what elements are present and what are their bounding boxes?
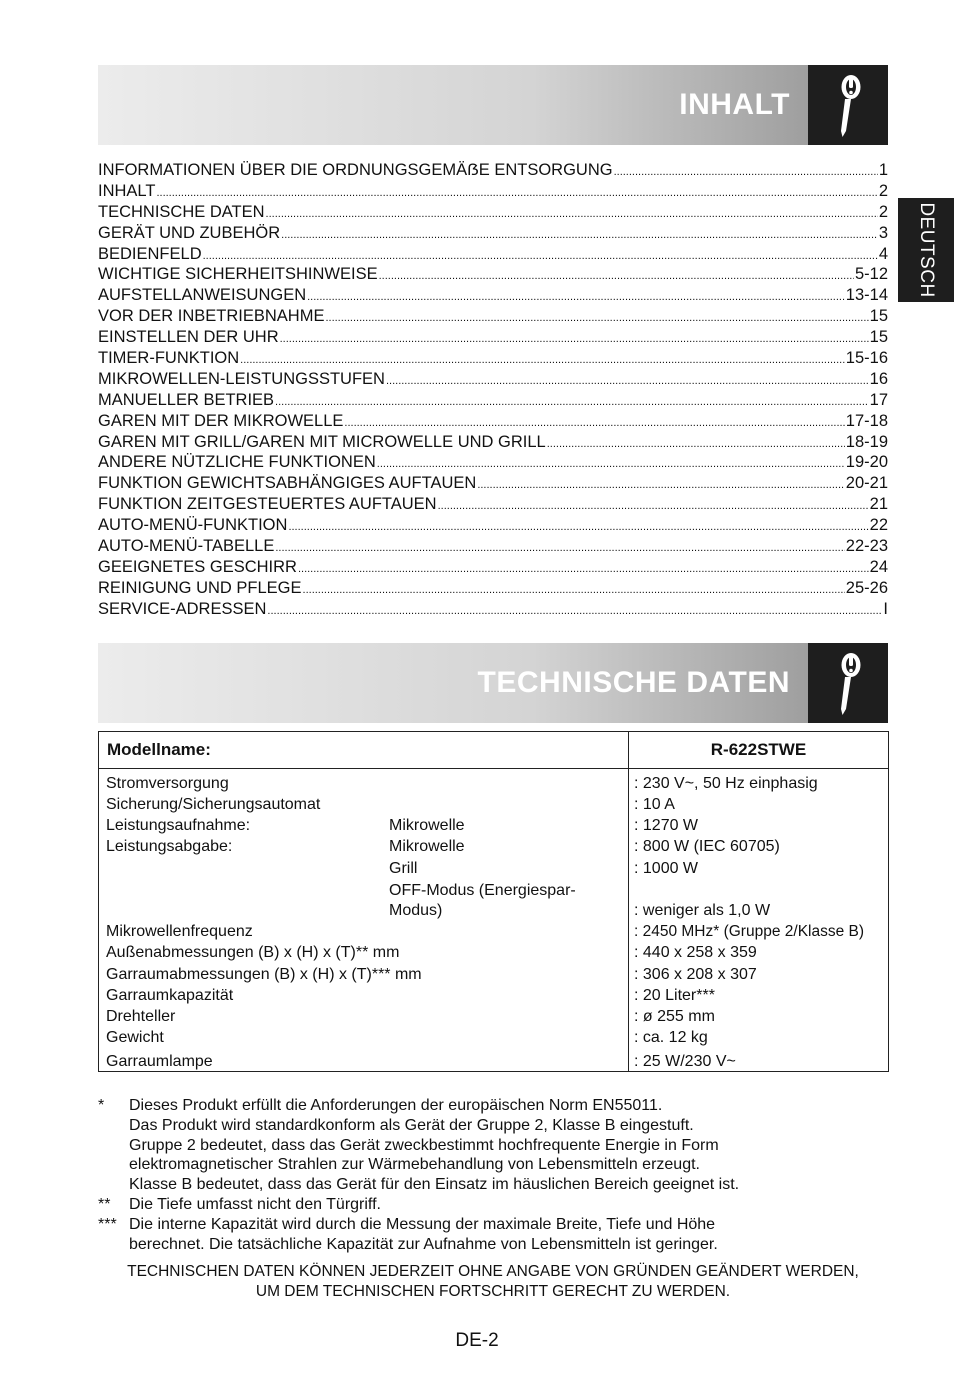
toc-entry[interactable]: GERÄT UND ZUBEHÖR ..... 3 xyxy=(98,223,888,244)
toc-entry[interactable]: BEDIENFELD ..... 4 xyxy=(98,244,888,265)
exclamation-pen-icon xyxy=(808,643,888,723)
footnote-line: Dieses Produkt erfüllt die Anforderungen der europäischen Norm EN55011. xyxy=(129,1097,663,1114)
footnote-line: elektromagnetischer Strahlen zur Wärmebehandlung von Lebensmitteln erzeugt. xyxy=(129,1156,700,1174)
footnote-line: Die interne Kapazität wird durch die Messung der maximale Breite, Tiefe und Höhe xyxy=(129,1215,716,1233)
spec-sublabel: Mikrowelle xyxy=(389,838,465,855)
spec-values-cell xyxy=(629,769,889,1072)
disclaimer xyxy=(98,1262,888,1301)
footnote-line: Die Tiefe umfasst nicht den Türgriff. xyxy=(129,1196,381,1213)
spec-label: Mikrowellenfrequenz xyxy=(106,923,253,940)
dot-leader xyxy=(303,580,845,601)
spec-value: : 1270 W xyxy=(634,817,699,834)
spec-value: : 10 A xyxy=(634,796,675,813)
tech-data-title: TECHNISCHE DATEN xyxy=(477,666,790,699)
dot-leader xyxy=(307,287,845,308)
footnote-line: Klasse B bedeutet, dass das Gerät für den Einsatz im häuslichen Bereich geeignet ist. xyxy=(129,1176,740,1194)
disclaimer-line: UM DEM TECHNISCHEN FORTSCHRITT GERECHT ZU WERDEN. xyxy=(255,1282,731,1300)
model-value: R-622STWE xyxy=(629,732,889,769)
spec-value: : 800 W (IEC 60705) xyxy=(634,838,780,855)
dot-leader xyxy=(266,204,878,225)
spec-label: Garraumabmessungen (B) x (H) x (T)*** mm xyxy=(106,966,422,983)
page-number: DE-2 xyxy=(455,1330,499,1351)
dot-leader xyxy=(325,308,868,329)
spec-value: : 306 x 208 x 307 xyxy=(634,966,757,983)
toc-entry[interactable]: INFORMATIONEN ÜBER DIE ORDNUNGSGEMÄẞE ENTSORGUNG ..... 1 xyxy=(98,160,888,181)
language-tab-label: DEUTSCH xyxy=(916,202,937,298)
toc-entry[interactable]: ANDERE NÜTZLICHE FUNKTIONEN ..... 19-20 xyxy=(98,452,888,473)
dot-leader xyxy=(298,559,869,580)
footnote-marker: *** xyxy=(98,1215,117,1233)
toc-entry[interactable]: AUTO-MENÜ-TABELLE ..... 22-23 xyxy=(98,536,888,557)
dot-leader xyxy=(344,413,844,434)
spec-label: Drehteller xyxy=(106,1008,176,1025)
spec-table xyxy=(98,731,889,1072)
tech-data-header xyxy=(98,643,888,723)
toc-entry[interactable]: REINIGUNG UND PFLEGE ..... 25-26 xyxy=(98,578,888,599)
toc-entry[interactable]: VOR DER INBETRIEBNAHME ..... 15 xyxy=(98,306,888,327)
spec-label: Leistungsaufnahme: xyxy=(106,817,251,834)
spec-label: Stromversorgung xyxy=(106,775,229,792)
dot-leader xyxy=(267,601,882,622)
dot-leader xyxy=(477,475,844,496)
dot-leader xyxy=(379,266,854,287)
spec-value: : 230 V~, 50 Hz einphasig xyxy=(634,775,818,792)
spec-label: Leistungsabgabe: xyxy=(106,838,233,855)
toc-entry[interactable]: GEEIGNETES GESCHIRR ..... 24 xyxy=(98,557,888,578)
toc-entry[interactable]: GAREN MIT GRILL/GAREN MIT MICROWELLE UND GRILL ..... 18-19 xyxy=(98,432,888,453)
spec-label: Garraumlampe xyxy=(106,1053,213,1070)
toc-entry[interactable]: GAREN MIT DER MIKROWELLE ..... 17-18 xyxy=(98,411,888,432)
table-of-contents xyxy=(98,160,888,620)
dot-leader xyxy=(240,350,845,371)
toc-entry[interactable]: FUNKTION ZEITGESTEUERTES AUFTAUEN ..... 21 xyxy=(98,494,888,515)
spec-label: Außenabmessungen (B) x (H) x (T)** mm xyxy=(106,944,400,961)
toc-entry[interactable]: TECHNISCHE DATEN ..... 2 xyxy=(98,202,888,223)
toc-entry[interactable]: EINSTELLEN DER UHR ..... 15 xyxy=(98,327,888,348)
contents-header xyxy=(98,65,888,145)
dot-leader xyxy=(377,454,845,475)
spec-value: : 20 Liter*** xyxy=(634,987,715,1004)
spec-label: Gewicht xyxy=(106,1029,164,1046)
toc-entry[interactable]: MANUELLER BETRIEB ..... 17 xyxy=(98,390,888,411)
toc-entry[interactable]: MIKROWELLEN-LEISTUNGSSTUFEN ..... 16 xyxy=(98,369,888,390)
toc-entry[interactable]: FUNKTION GEWICHTSABHÄNGIGES AUFTAUEN ..... 20-21 xyxy=(98,473,888,494)
dot-leader xyxy=(275,538,844,559)
spec-value: : ca. 12 kg xyxy=(634,1029,708,1046)
dot-leader xyxy=(386,371,869,392)
spec-sublabel: Modus) xyxy=(389,902,443,919)
dot-leader xyxy=(156,183,877,204)
dot-leader xyxy=(288,517,868,538)
dot-leader xyxy=(438,496,869,517)
spec-sublabel: Mikrowelle xyxy=(389,817,465,834)
footnote-line: berechnet. Die tatsächliche Kapazität zur Aufnahme von Lebensmitteln ist geringer. xyxy=(129,1235,718,1253)
model-label: Modellname: xyxy=(99,732,629,769)
dot-leader xyxy=(280,329,869,350)
footnote-line: Das Produkt wird standardkonform als Gerät der Gruppe 2, Klasse B eingestuft. xyxy=(129,1116,694,1134)
footnote-marker: * xyxy=(98,1097,105,1114)
toc-entry[interactable]: AUFSTELLANWEISUNGEN ..... 13-14 xyxy=(98,285,888,306)
spec-value: : weniger als 1,0 W xyxy=(634,902,771,919)
toc-entry[interactable]: SERVICE-ADRESSEN ..... I xyxy=(98,599,888,620)
spec-labels-cell xyxy=(99,769,629,1072)
spec-table-body-row xyxy=(99,769,889,1072)
spec-sublabel: Grill xyxy=(389,860,418,877)
spec-value: : 2450 MHz* (Gruppe 2/Klasse B) xyxy=(634,923,865,940)
dot-leader xyxy=(275,392,869,413)
footnote-marker: ** xyxy=(98,1196,111,1213)
dot-leader xyxy=(614,162,878,183)
dot-leader xyxy=(547,434,845,455)
spec-value: : ø 255 mm xyxy=(634,1008,715,1025)
spec-label: Sicherung/Sicherungsautomat xyxy=(106,796,321,813)
dot-leader xyxy=(281,225,878,246)
disclaimer-line: TECHNISCHEN DATEN KÖNNEN JEDERZEIT OHNE ANGABE VON GRÜNDEN GEÄNDERT WERDEN, xyxy=(127,1263,859,1280)
spec-table-header-row xyxy=(99,732,889,769)
exclamation-pen-icon xyxy=(808,65,888,145)
spec-sublabel: OFF-Modus (Energiespar- xyxy=(389,882,576,899)
dot-leader xyxy=(203,246,878,267)
footnote-line: Gruppe 2 bedeutet, dass das Gerät zweckbestimmt hochfrequente Energie in Form xyxy=(129,1136,719,1154)
spec-label: Garraumkapazität xyxy=(106,987,234,1004)
toc-entry[interactable]: INHALT ..... 2 xyxy=(98,181,888,202)
toc-entry[interactable]: TIMER-FUNKTION ..... 15-16 xyxy=(98,348,888,369)
spec-value: : 25 W/230 V~ xyxy=(634,1053,736,1070)
toc-entry[interactable]: WICHTIGE SICHERHEITSHINWEISE ..... 5-12 xyxy=(98,264,888,285)
spec-value: : 440 x 258 x 359 xyxy=(634,944,757,961)
spec-value: : 1000 W xyxy=(634,860,699,877)
language-tab xyxy=(898,198,954,302)
contents-title: INHALT xyxy=(679,88,790,121)
toc-entry[interactable]: AUTO-MENÜ-FUNKTION ..... 22 xyxy=(98,515,888,536)
